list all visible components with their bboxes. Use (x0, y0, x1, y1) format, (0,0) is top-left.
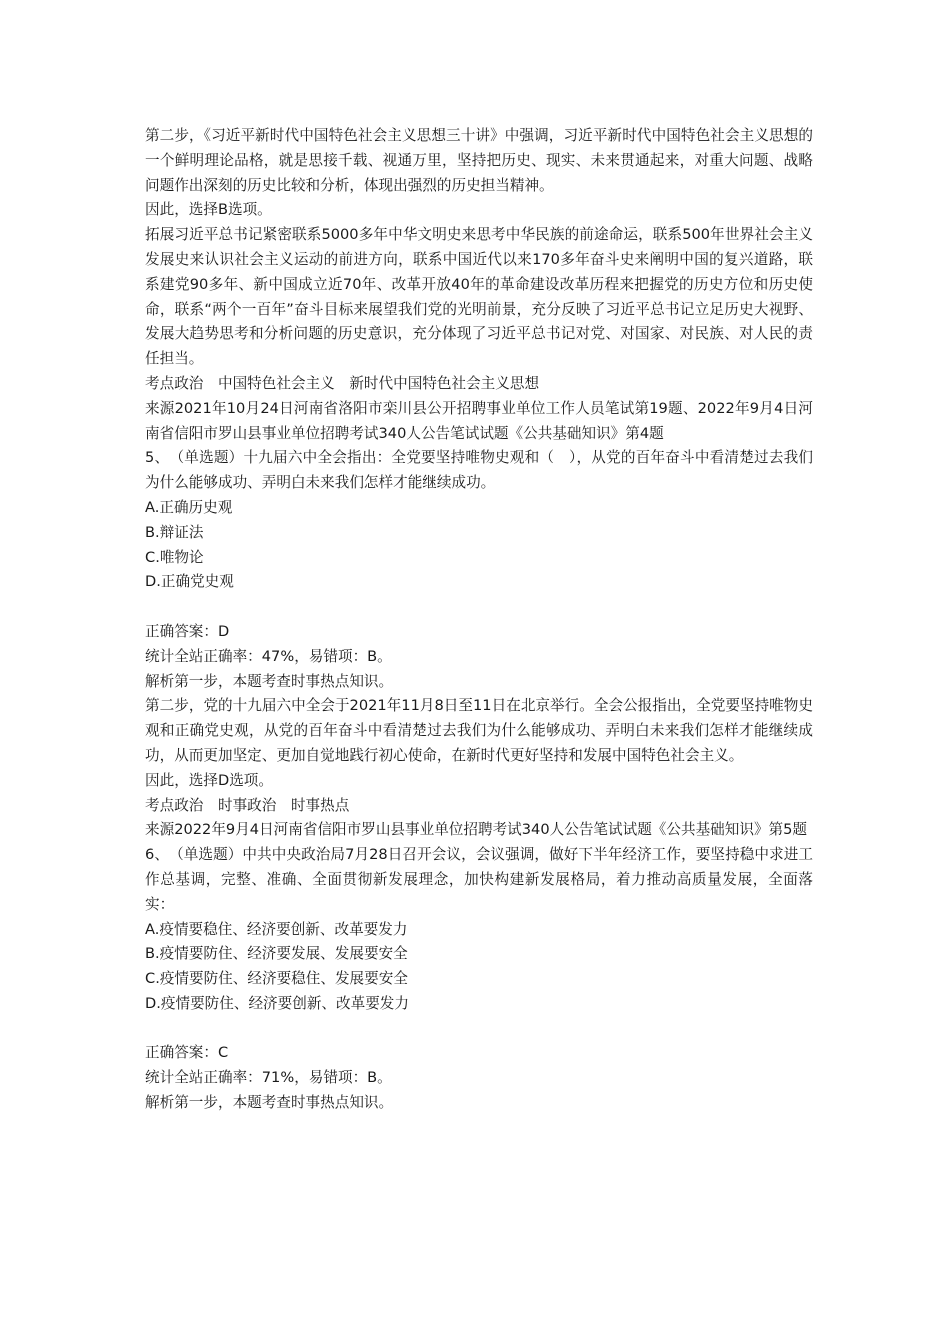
document-page (145, 124, 813, 1116)
q5-option-b: B.辩证法 (145, 523, 204, 541)
q5-option-a: A.正确历史观 (145, 498, 233, 516)
q6-stem: 6、 （单选题）中共中央政治局7月28日召开会议，会议强调，做好下半年经济工作，要坚持稳中求进工作总基调，完整、准确、全面贯彻新发展理念，加快构建新发展格局，着力推动高质量发展，全面落实： (145, 846, 813, 913)
q4-topic: 考点政治 中国特色社会主义 新时代中国特色社会主义思想 (145, 374, 540, 392)
q5-option-c: C.唯物论 (145, 548, 204, 566)
q4-extension: 拓展习近平总书记紧密联系5000多年中华文明史来思考中华民族的前途命运，联系500年世界社会主义发展史来认识社会主义运动的前进方向，联系中国近代以来170多年奋斗史来阐明中国的复兴道路，联系建党90多年、新中国成立近70年、改革开放40年的革命建设改革历程来把握党的历史方位和历史使命，联系“两个一百年”奋斗目标来展望我们党的光明前景，充分反映了习近平总书记立足历史大视野、发展大趋势思考和分析问题的历史意识，充分体现了习近平总书记对党、对国家、对民族、对人民的责任担当。 (145, 226, 813, 368)
q5-conclusion: 因此，选择D选项。 (145, 771, 273, 789)
q5-option-d: D.正确党史观 (145, 573, 234, 591)
q6-analysis-step1: 解析第一步，本题考查时事热点知识。 (145, 1094, 394, 1112)
q5-topic: 考点政治 时事政治 时事热点 (145, 796, 350, 814)
q5-stats: 统计全站正确率：47%，易错项：B。 (145, 647, 392, 665)
q4-conclusion: 因此，选择B选项。 (145, 201, 272, 219)
q5-source: 来源2022年9月4日河南省信阳市罗山县事业单位招聘考试340人公告笔试试题《公共基础知识》第5题 (145, 821, 808, 839)
spacer (145, 595, 813, 620)
q5-answer: 正确答案：D (145, 622, 230, 640)
q6-stats: 统计全站正确率：71%，易错项：B。 (145, 1069, 392, 1087)
q4-source: 来源2021年10月24日河南省洛阳市栾川县公开招聘事业单位工作人员笔试第19题、2022年9月4日河南省信阳市罗山县事业单位招聘考试340人公告笔试试题《公共基础知识》第4题 (145, 399, 813, 442)
q5-stem: 5、 （单选题）十九届六中全会指出：全党要坚持唯物史观和（ ），从党的百年奋斗中看清楚过去我们为什么能够成功、弄明白未来我们怎样才能继续成功。 (145, 449, 813, 492)
q6-option-b: B.疫情要防住、经济要发展、发展要安全 (145, 945, 408, 963)
q6-option-d: D.疫情要防住、经济要创新、改革要发力 (145, 994, 409, 1012)
q5-analysis-step1: 解析第一步，本题考查时事热点知识。 (145, 672, 394, 690)
q4-analysis-step2: 第二步，《习近平新时代中国特色社会主义思想三十讲》中强调，习近平新时代中国特色社会主义思想的一个鲜明理论品格，就是思接千载、视通万里，坚持把历史、现实、未来贯通起来，对重大问题、战略问题作出深刻的历史比较和分析，体现出强烈的历史担当精神。 (145, 127, 813, 194)
q6-option-a: A.疫情要稳住、经济要创新、改革要发力 (145, 920, 408, 938)
q6-option-c: C.疫情要防住、经济要稳住、发展要安全 (145, 970, 408, 988)
q6-answer: 正确答案：C (145, 1044, 229, 1062)
q5-analysis-step2: 第二步，党的十九届六中全会于2021年11月8日至11日在北京举行。全会公报指出，全党要坚持唯物史观和正确党史观，从党的百年奋斗中看清楚过去我们为什么能够成功、弄明白未来我们怎样才能继续成功，从而更加坚定、更加自觉地践行初心使命，在新时代更好坚持和发展中国特色社会主义。 (145, 697, 813, 764)
spacer (145, 1017, 813, 1042)
